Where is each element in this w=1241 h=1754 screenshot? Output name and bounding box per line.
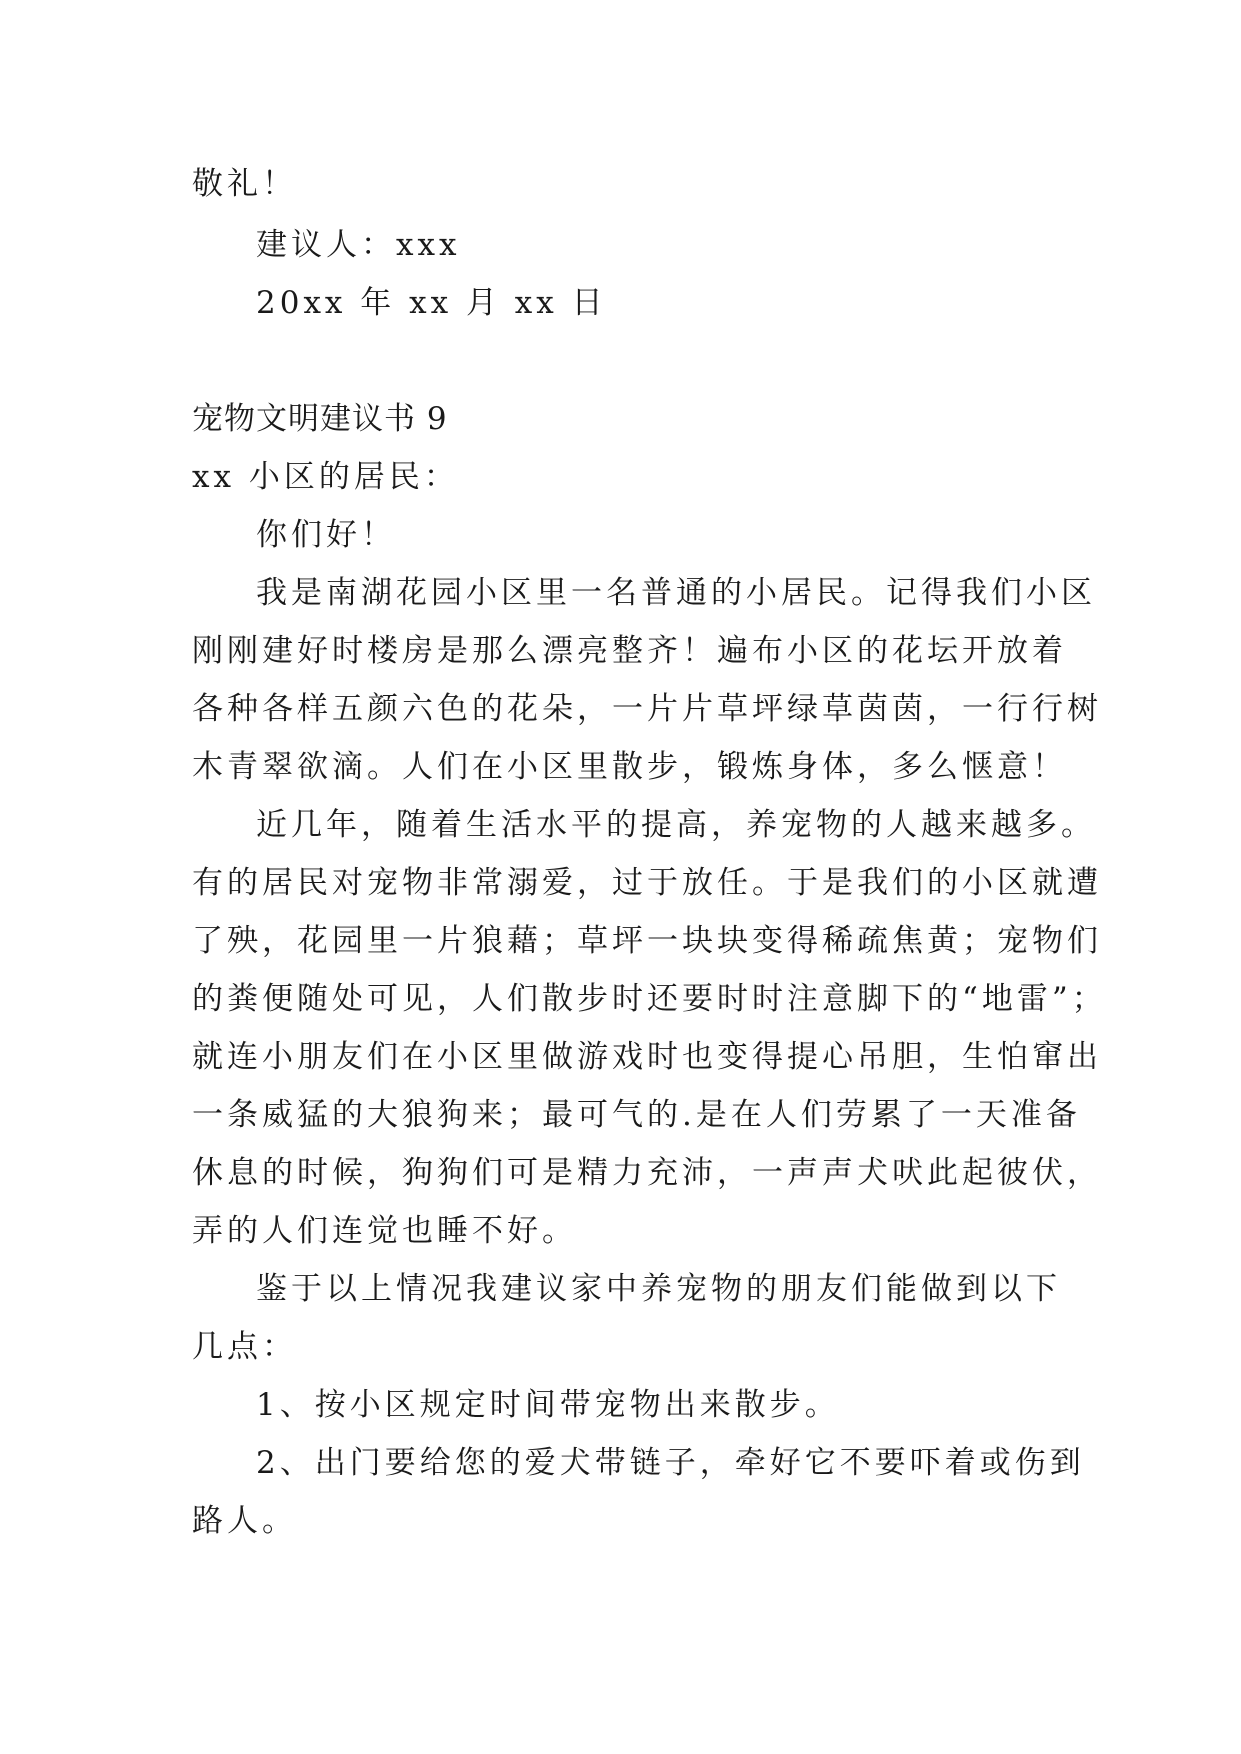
list-item: 2、出门要给您的爱犬带链子，牵好它不要吓着或伤到	[256, 1445, 1085, 1481]
date-line: 20xx 年 xx 月 xx 日	[256, 285, 607, 321]
paragraph-line: 我是南湖花园小区里一名普通的小居民。记得我们小区	[256, 575, 1096, 611]
paragraph-line: 近几年，随着生活水平的提高，养宠物的人越来越多。	[256, 807, 1096, 843]
paragraph-line: 一条威猛的大狼狗来；最可气的.是在人们劳累了一天准备	[192, 1097, 1081, 1133]
section-title: 宠物文明建议书 9	[192, 401, 448, 437]
paragraph-line: 的粪便随处可见，人们散步时还要时时注意脚下的“地雷”；	[192, 981, 1107, 1017]
paragraph-line: 几点：	[192, 1329, 297, 1365]
paragraph-line: 就连小朋友们在小区里做游戏时也变得提心吊胆，生怕窜出	[192, 1039, 1102, 1075]
paragraph-line: 休息的时候，狗狗们可是精力充沛，一声声犬吠此起彼伏，	[192, 1155, 1102, 1191]
paragraph-line: 刚刚建好时楼房是那么漂亮整齐！遍布小区的花坛开放着	[192, 633, 1067, 669]
paragraph-line: 各种各样五颜六色的花朵，一片片草坪绿草茵茵，一行行树	[192, 691, 1102, 727]
paragraph-line: 木青翠欲滴。人们在小区里散步，锻炼身体，多么惬意！	[192, 749, 1067, 785]
list-item-continuation: 路人。	[192, 1503, 297, 1539]
closing-salutation: 敬礼！	[192, 166, 297, 202]
addressee-line: xx 小区的居民：	[192, 459, 459, 495]
paragraph-line: 鉴于以上情况我建议家中养宠物的朋友们能做到以下	[256, 1271, 1061, 1307]
paragraph-line: 了殃，花园里一片狼藉；草坪一块块变得稀疏焦黄；宠物们	[192, 923, 1102, 959]
list-item: 1、按小区规定时间带宠物出来散步。	[256, 1387, 840, 1423]
paragraph-line: 弄的人们连觉也睡不好。	[192, 1213, 577, 1249]
paragraph-line: 有的居民对宠物非常溺爱，过于放任。于是我们的小区就遭	[192, 865, 1102, 901]
signature-line: 建议人：xxx	[256, 227, 461, 263]
greeting-line: 你们好！	[256, 517, 396, 553]
